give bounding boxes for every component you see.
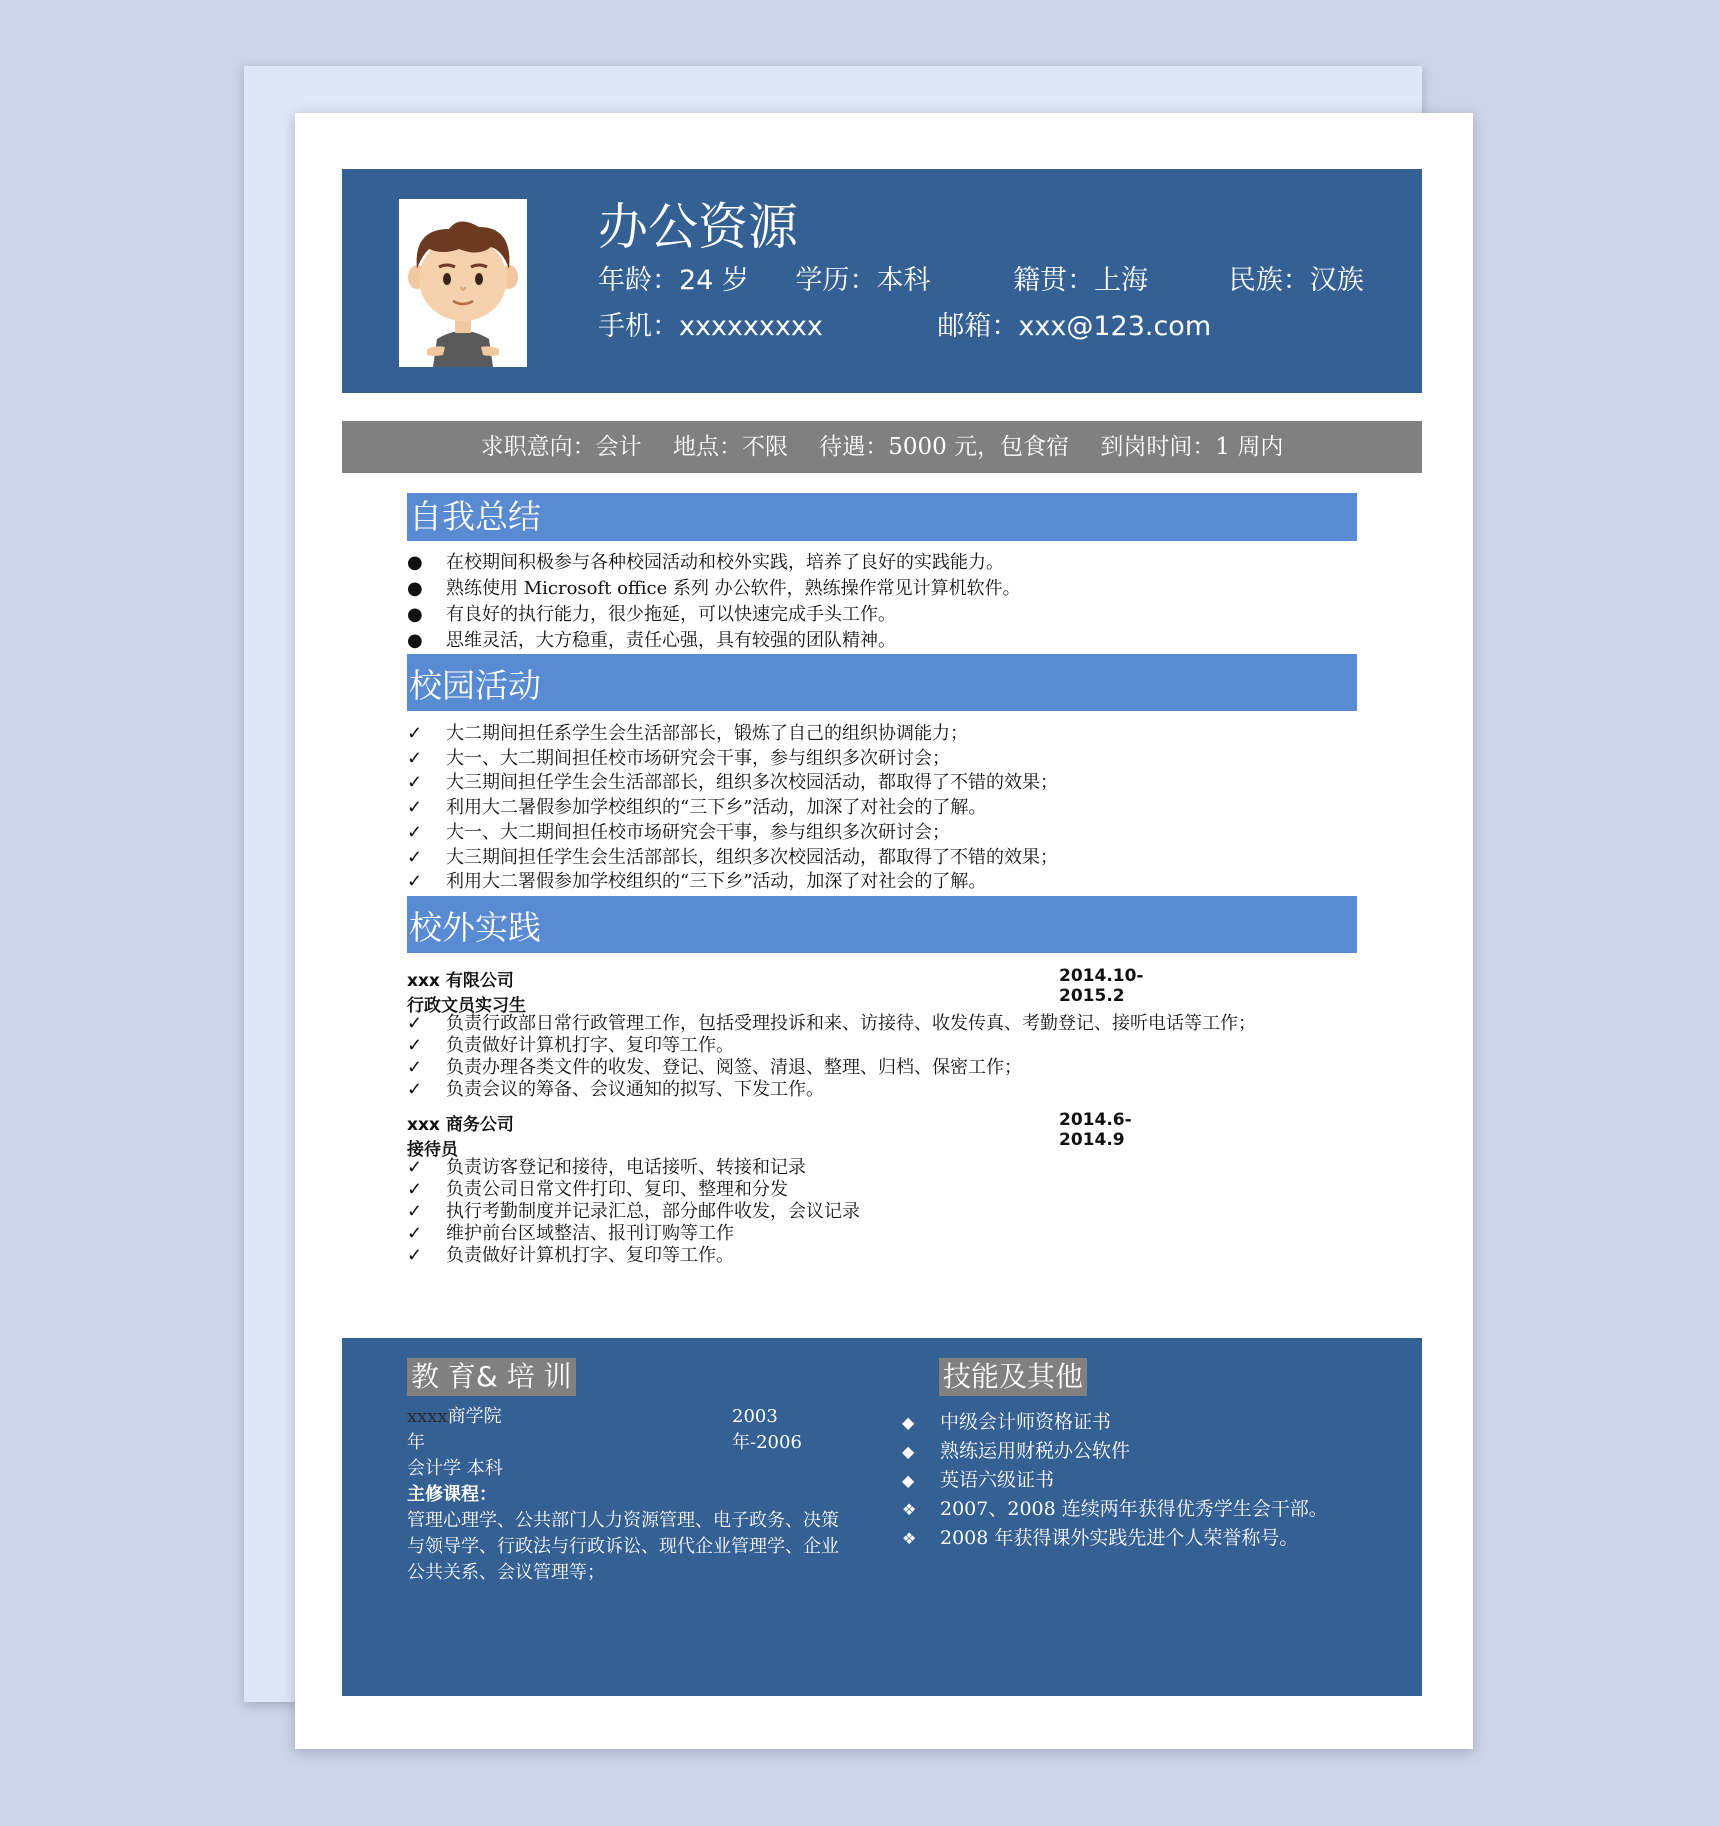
courses-text: 管理心理学、公共部门人力资源管理、电子政务、决策与领导学、行政法与行政诉讼、现代企业管理学、企业公共关系、会议管理等；: [407, 1510, 839, 1583]
list-item: ✓ 负责做好计算机打字、复印等工作。: [407, 1035, 734, 1056]
check-icon: ✓: [407, 797, 423, 819]
diamond-icon: ◆: [902, 1442, 915, 1461]
list-item: ◆ 英语六级证书: [902, 1466, 1372, 1495]
list-item: ● 思维灵活，大方稳重，责任心强，具有较强的团队精神。: [407, 628, 1021, 654]
check-icon: ✓: [407, 846, 423, 868]
check-icon: ✓: [407, 1035, 423, 1056]
list-item: ✓ 利用大二署假参加学校组织的“三下乡”活动，加深了对社会的了解。: [407, 870, 1058, 895]
job-date: 2014.6-2014.9: [1059, 1110, 1132, 1150]
resume-page: [295, 113, 1473, 1749]
list-item: ✓ 大三期间担任学生会生活部部长，组织多次校园活动，都取得了不错的效果；: [407, 771, 1058, 796]
list-item: ✓ 大三期间担任学生会生活部部长，组织多次校园活动，都取得了不错的效果；: [407, 846, 1058, 871]
education-title: 教 育& 培 训: [407, 1358, 576, 1396]
campus-list: [407, 722, 1058, 895]
list-item: ❖ 2008 年获得课外实践先进个人荣誉称号。: [902, 1524, 1372, 1553]
avatar: [399, 199, 527, 367]
email-text: 邮箱：xxx@123.com: [937, 311, 1212, 342]
check-icon: ✓: [407, 1245, 423, 1266]
avatar-cartoon-icon: [399, 199, 527, 367]
intent-position: 求职意向：会计: [480, 434, 642, 460]
list-item: ● 在校期间积极参与各种校园活动和校外实践，培养了良好的实践能力。: [407, 550, 1021, 576]
school-prefix: xxxx: [407, 1406, 448, 1427]
list-item: ✓ 维护前台区域整洁、报刊订购等工作: [407, 1223, 734, 1244]
check-icon: ✓: [407, 723, 423, 744]
courses-label: 主修课程：: [407, 1484, 497, 1505]
bullet-icon: ●: [407, 630, 423, 651]
job-duties-1: [407, 1013, 1256, 1101]
check-icon: ✓: [407, 1079, 423, 1100]
diamond-icon: ◆: [902, 1413, 915, 1432]
info-line-basic: [598, 258, 1364, 297]
section-title-practice: 校外实践: [407, 896, 1357, 953]
phone-text: 手机：xxxxxxxxx: [598, 311, 823, 342]
check-icon: ✓: [407, 1223, 423, 1244]
education-date-tail: 年: [407, 1432, 425, 1453]
list-item: ✓ 利用大二暑假参加学校组织的“三下乡”活动，加深了对社会的了解。: [407, 796, 1058, 821]
school-name: 商学院: [447, 1406, 502, 1427]
list-item: ✓ 执行考勤制度并记录汇总，部分邮件收发，会议记录: [407, 1201, 860, 1222]
list-item: ◆ 中级会计师资格证书: [902, 1408, 1372, 1437]
check-icon: ✓: [407, 747, 423, 769]
section-title-summary: 自我总结: [407, 493, 1357, 541]
check-icon: ✓: [407, 821, 423, 843]
education-block: [407, 1404, 847, 1586]
list-item: ❖ 2007、2008 连续两年获得优秀学生会干部。: [902, 1495, 1372, 1524]
footer-panel: [342, 1338, 1422, 1696]
list-item: ✓ 负责做好计算机打字、复印等工作。: [407, 1245, 734, 1266]
bullet-icon: ●: [407, 578, 423, 599]
header-panel: [342, 169, 1422, 393]
check-icon: ✓: [407, 1179, 423, 1200]
list-item: ● 有良好的执行能力，很少拖延，可以快速完成手头工作。: [407, 602, 1021, 628]
ethnicity-text: 民族：汉族: [1228, 265, 1364, 296]
check-icon: ✓: [407, 871, 423, 893]
list-item: ◆ 熟练运用财税办公软件: [902, 1437, 1372, 1466]
job-role: 接待员: [407, 1140, 458, 1160]
job-duties-2: [407, 1157, 860, 1267]
check-icon: ✓: [407, 772, 423, 794]
check-icon: ✓: [407, 1201, 423, 1222]
bullet-icon: ●: [407, 604, 423, 625]
job-company: xxx 商务公司: [407, 1115, 514, 1135]
four-diamond-icon: ❖: [902, 1529, 917, 1548]
list-item: ✓ 大二期间担任系学生会生活部部长，锻炼了自己的组织协调能力；: [407, 722, 1058, 747]
age-text: 年龄：24 岁: [598, 265, 749, 296]
section-title-campus: 校园活动: [407, 654, 1357, 711]
info-line-contact: [598, 304, 1211, 343]
job-role: 行政文员实习生: [407, 996, 526, 1016]
list-item: ✓ 大一、大二期间担任校市场研究会干事，参与组织多次研讨会；: [407, 821, 1058, 846]
job-intent-bar: [342, 421, 1422, 473]
skills-title: 技能及其他: [939, 1358, 1087, 1396]
check-icon: ✓: [407, 1057, 423, 1078]
education-level-text: 学历：本科: [795, 265, 931, 296]
list-item: ● 熟练使用 Microsoft office 系列 办公软件，熟练操作常见计算机软件。: [407, 576, 1021, 602]
bullet-icon: ●: [407, 552, 423, 573]
check-icon: ✓: [407, 1013, 423, 1034]
candidate-name: 办公资源: [598, 198, 798, 256]
diamond-icon: ◆: [902, 1471, 915, 1490]
list-item: ✓ 负责行政部日常行政管理工作，包括受理投诉和来、访接待、收发传真、考勤登记、接听电话等工作；: [407, 1013, 1256, 1034]
job-company: xxx 有限公司: [407, 971, 514, 991]
intent-salary: 待遇：5000 元，包食宿: [819, 434, 1070, 460]
list-item: ✓ 负责会议的筹备、会议通知的拟写、下发工作。: [407, 1079, 824, 1100]
school-line: [407, 1404, 847, 1453]
list-item: ✓ 负责访客登记和接待，电话接听、转接和记录: [407, 1157, 806, 1178]
list-item: ✓ 负责办理各类文件的收发、登记、阅签、清退、整理、归档、保密工作；: [407, 1057, 1022, 1078]
list-item: ✓ 负责公司日常文件打印、复印、整理和分发: [407, 1179, 788, 1200]
summary-list: [407, 550, 1021, 654]
origin-text: 籍贯：上海: [1013, 265, 1149, 296]
job-date: 2014.10-2015.2: [1059, 966, 1144, 1006]
education-date: 2003 年-2006: [732, 1406, 802, 1453]
intent-location: 地点：不限: [672, 434, 788, 460]
intent-start: 到岗时间：1 周内: [1100, 434, 1284, 460]
skills-list: [902, 1408, 1372, 1553]
list-item: ✓ 大一、大二期间担任校市场研究会干事，参与组织多次研讨会；: [407, 747, 1058, 772]
check-icon: ✓: [407, 1157, 423, 1178]
major-text: 会计学 本科: [407, 1458, 503, 1479]
four-diamond-icon: ❖: [902, 1500, 917, 1519]
